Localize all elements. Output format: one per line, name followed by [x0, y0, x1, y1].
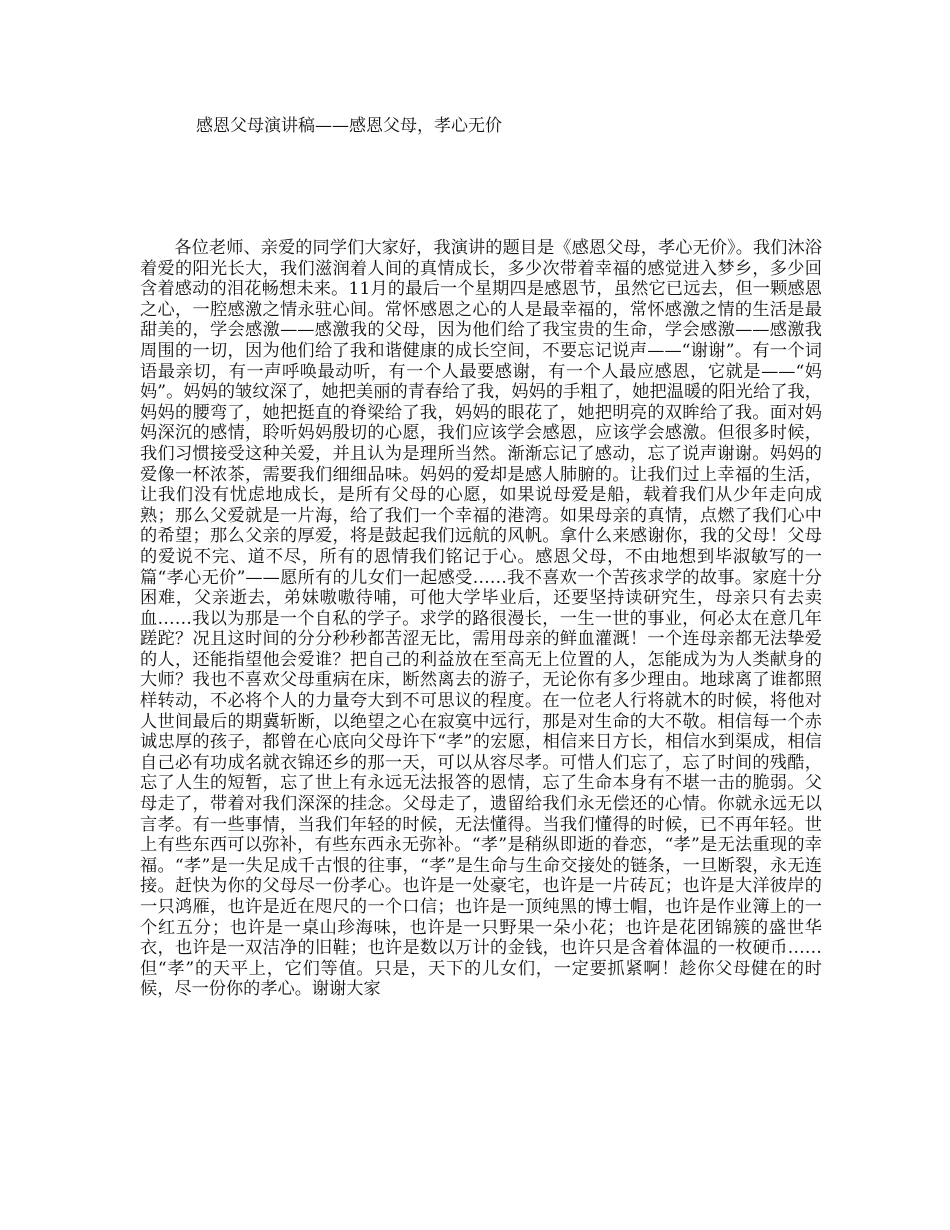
document-title: 感恩父母演讲稿——感恩父母，孝心无价	[196, 116, 502, 136]
speech-body: 各位老师、亲爱的同学们大家好，我演讲的题目是《感恩父母，孝心无价》。我们沐浴着爱的阳光长大，我们滋润着人间的真情成长，多少次带着幸福的感觉进入梦乡，多少回含着感动的泪花畅想未来。11月的最后一个星期四是感恩节，虽然它已远去，但一颗感恩之心，一腔感激之情永驻心间。常怀感恩之心的人是最幸福的，常怀感激之情的生活是最甜美的，学会感激——感激我的父母，因为他们给了我宝贵的生命，学会感激——感激我周围的一切，因为他们给了我和谐健康的成长空间，不要忘记说声——“谢谢”。有一个词语最亲切，有一声呼唤最动听，有一个人最要感谢，有一个人最应感恩，它就是——“妈妈”。妈妈的皱纹深了，她把美丽的青春给了我，妈妈的手粗了，她把温暖的阳光给了我，妈妈的腰弯了，她把挺直的脊梁给了我，妈妈的眼花了，她把明亮的双眸给了我。面对妈妈深沉的感情，聆听妈妈殷切的心愿，我们应该学会感恩，应该学会感激。但很多时候，我们习惯接受这种关爱，并且认为是理所当然。渐渐忘记了感动，忘了说声谢谢。妈妈的爱像一杯浓茶，需要我们细细品味。妈妈的爱却是感人肺腑的。让我们过上幸福的生活，让我们没有忧虑地成长，是所有父母的心愿，如果说母爱是船，载着我们从少年走向成熟；那么父爱就是一片海，给了我们一个幸福的港湾。如果母亲的真情，点燃了我们心中的希望；那么父亲的厚爱，将是鼓起我们远航的风帆。拿什么来感谢你，我的父母！父母的爱说不完、道不尽，所有的恩情我们铭记于心。感恩父母，不由地想到毕淑敏写的一篇“孝心无价”——愿所有的儿女们一起感受……我不喜欢一个苦孩求学的故事。家庭十分困难，父亲逝去，弟妹嗷嗷待哺，可他大学毕业后，还要坚持读研究生，母亲只有去卖血……我以为那是一个自私的学子。求学的路很漫长，一生一世的事业，何必太在意几年蹉跎？况且这时间的分分秒秒都苦涩无比，需用母亲的鲜血灌溉！一个连母亲都无法挚爱的人，还能指望他会爱谁？把自己的利益放在至高无上位置的人，怎能成为为人类献身的大师？我也不喜欢父母重病在床，断然离去的游子，无论你有多少理由。地球离了谁都照样转动，不必将个人的力量夸大到不可思议的程度。在一位老人行将就木的时候，将他对人世间最后的期冀斩断，以绝望之心在寂寞中远行，那是对生命的大不敬。相信每一个赤诚忠厚的孩子，都曾在心底向父母许下“孝”的宏愿，相信来日方长，相信水到渠成，相信自己必有功成名就衣锦还乡的那一天，可以从容尽孝。可惜人们忘了，忘了时间的残酷，忘了人生的短暂，忘了世上有永远无法报答的恩情，忘了生命本身有不堪一击的脆弱。父母走了，带着对我们深深的挂念。父母走了，遗留给我们永无偿还的心情。你就永远无以言孝。有一些事情，当我们年轻的时候，无法懂得。当我们懂得的时候，已不再年轻。世上有些东西可以弥补，有些东西永无弥补。“孝”是稍纵即逝的眷恋，“孝”是无法重现的幸福。“孝”是一失足成千古恨的往事，“孝”是生命与生命交接处的链条，一旦断裂，永无连接。赶快为你的父母尽一份孝心。也许是一处豪宅，也许是一片砖瓦；也许是大洋彼岸的一只鸿雁，也许是近在咫尺的一个口信；也许是一顶纯黑的博士帽，也许是作业簿上的一个红五分；也许是一桌山珍海味，也许是一只野果一朵小花；也许是花团锦簇的盛世华衣，也许是一双洁净的旧鞋；也许是数以万计的金钱，也许只是含着体温的一枚硬币……但“孝”的天平上，它们等值。只是，天下的儿女们，一定要抓紧啊！趁你父母健在的时候，尽一份你的孝心。谢谢大家	[140, 238, 822, 1000]
